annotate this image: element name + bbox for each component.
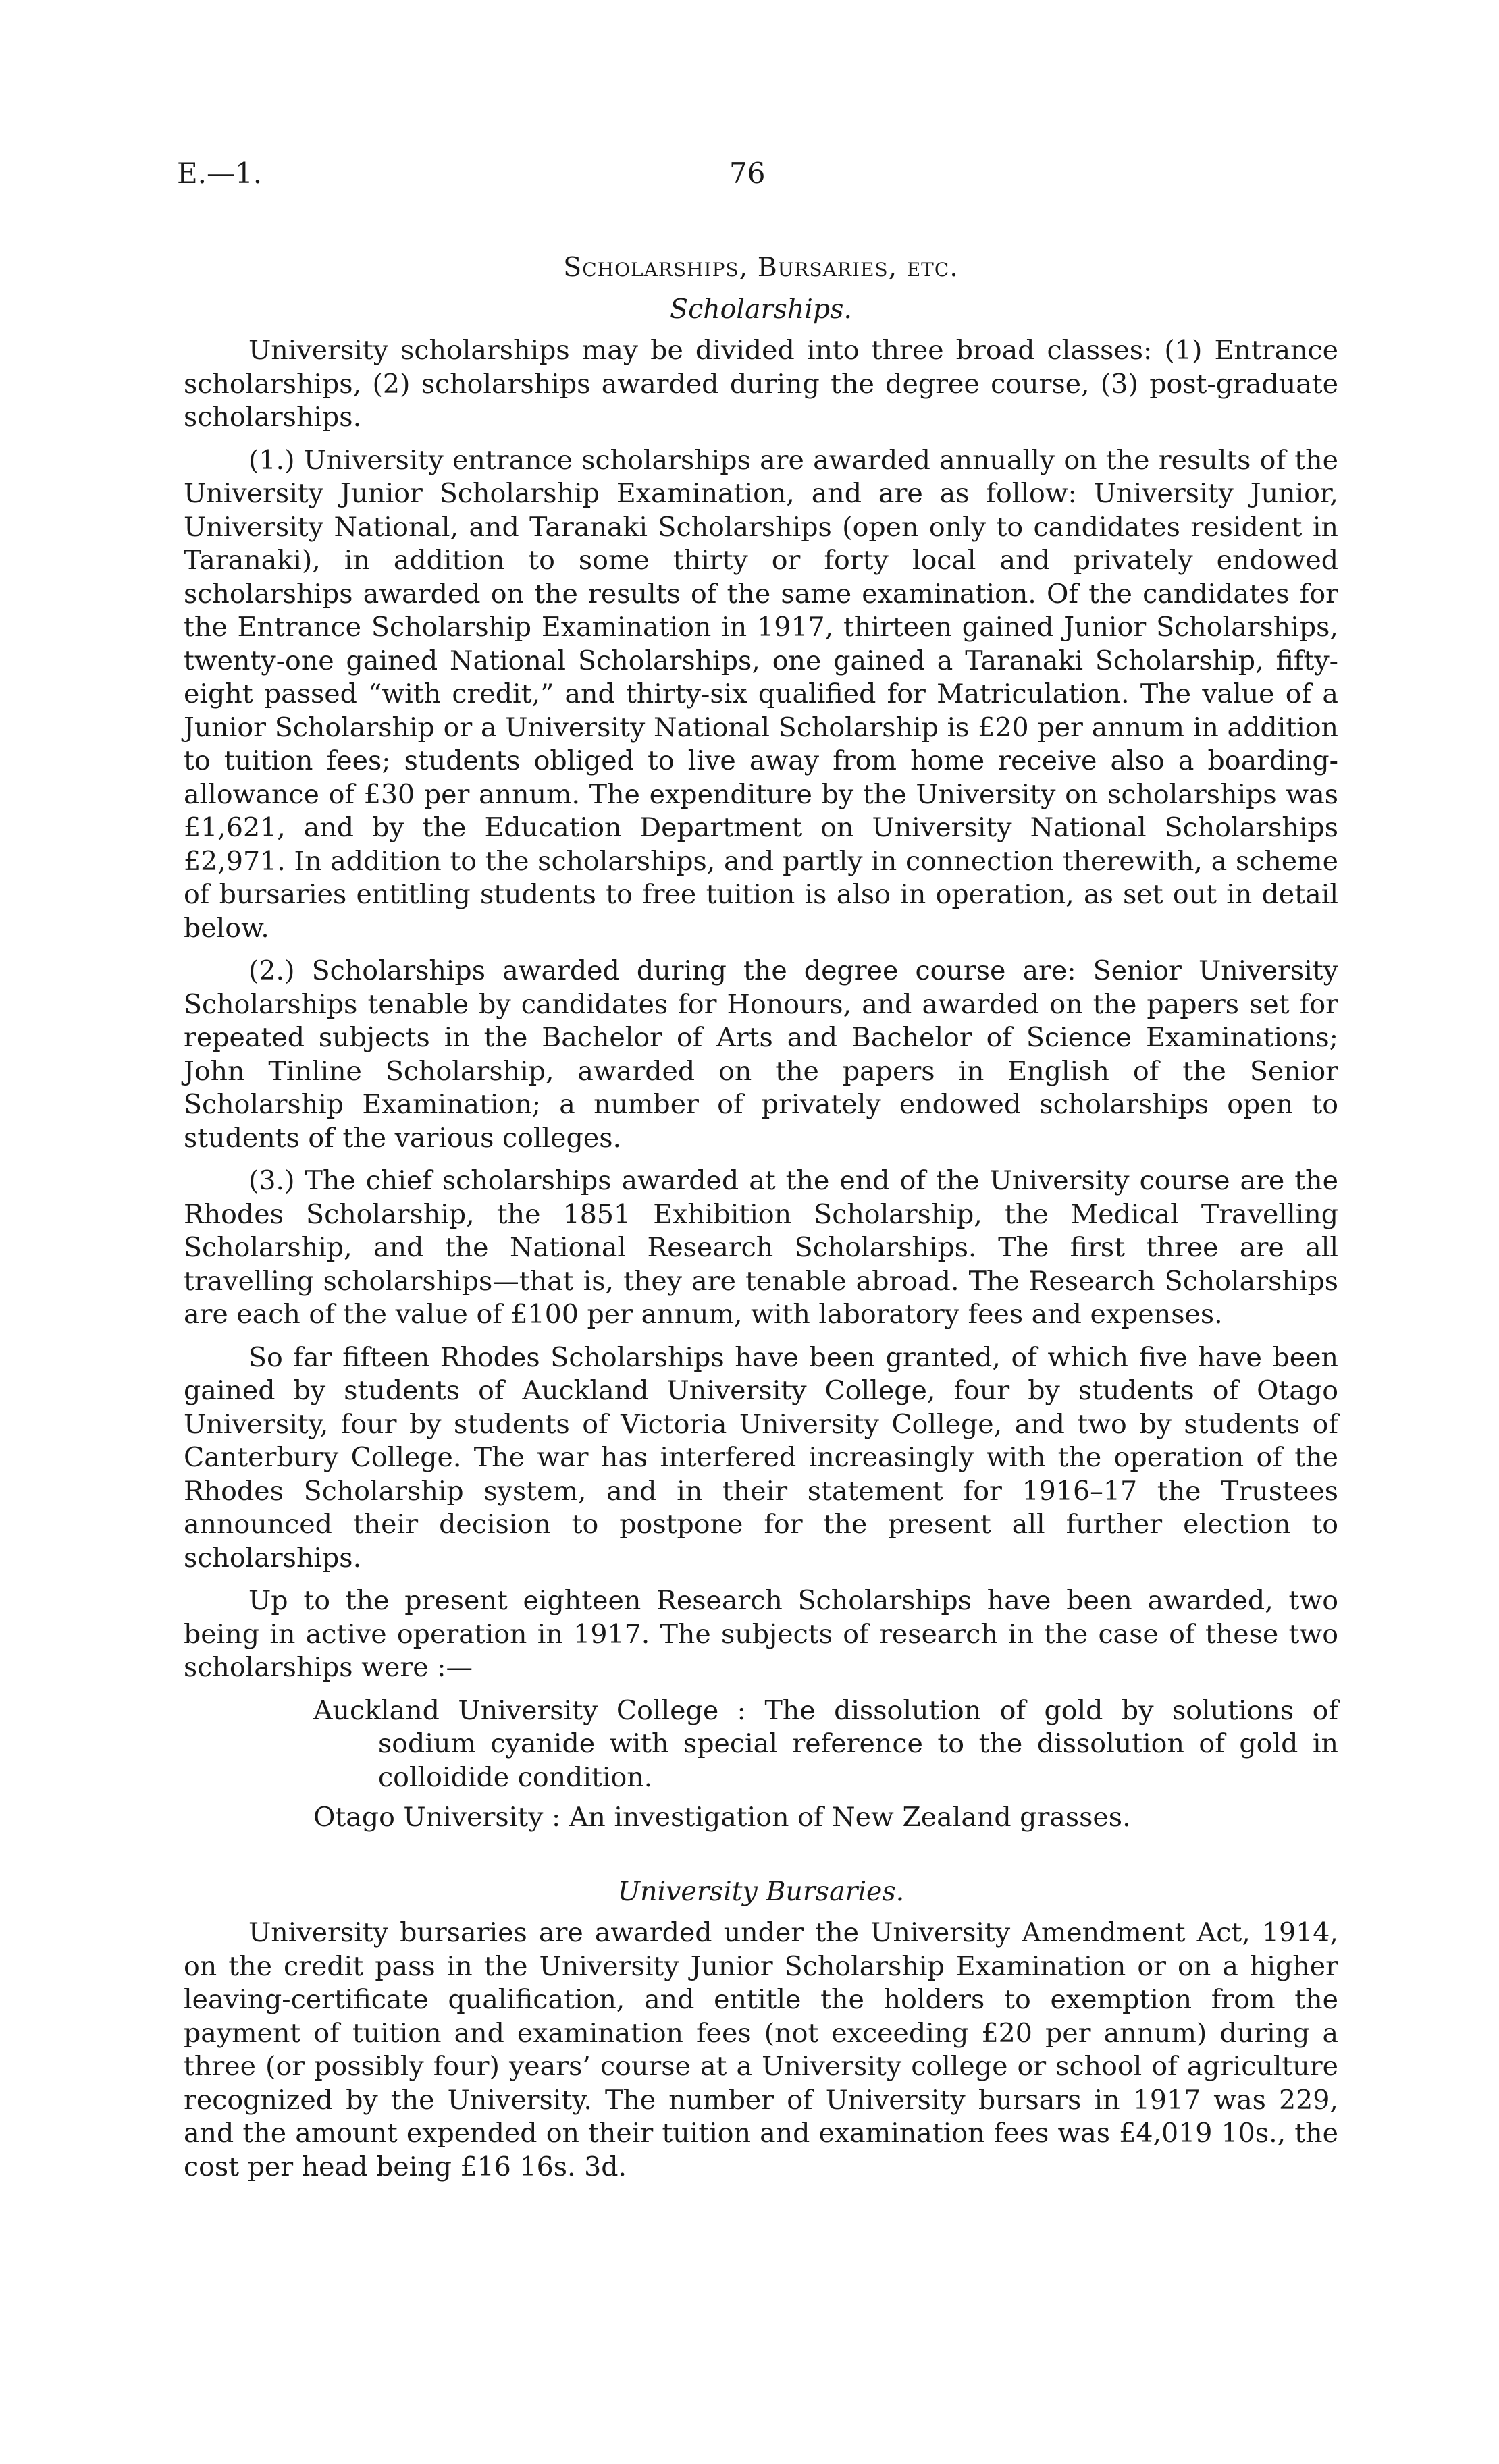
research-scholarships-paragraph: Up to the present eighteen Research Scholarships have been awarded, two being in active operation in 1917. The subjects of research in the case of these two scholarships were :—	[184, 1585, 1338, 1683]
page-content	[184, 251, 1338, 2193]
research-subject: The dissolution of gold by solutions of sodium cyanide with special reference to the dissolution of gold in colloidide condition.	[378, 1694, 1338, 1793]
page-header	[0, 157, 1499, 197]
research-subjects-list	[184, 1694, 1338, 1835]
main-heading: Scholarships, Bursaries, etc.	[563, 252, 959, 283]
research-subject: An investigation of New Zealand grasses.	[569, 1802, 1131, 1833]
scholarships-heading: Scholarships.	[670, 293, 852, 325]
list-item	[313, 1694, 1338, 1795]
research-institution: Otago University :	[313, 1802, 561, 1833]
section-code: E.—1.	[177, 157, 263, 190]
page-number: 76	[729, 157, 766, 190]
rhodes-scholarships-paragraph: So far fifteen Rhodes Scholarships have been granted, of which five have been gained by students of Auckland University College, four by students of Otago University, four by students of Victoria University College, and two by students of Canterbury College. The war has interfered increasingly with the operation of the Rhodes Scholarship system, and in their statement for 1916–17 the Trustees announced their decision to postpone for the present all further election to scholarships.	[184, 1341, 1338, 1574]
bursaries-heading: University Bursaries.	[617, 1875, 905, 1907]
entrance-scholarships-paragraph: (1.) University entrance scholarships are awarded annually on the results of the University Junior Scholarship Examination, and are as follow: University Junior, University National, and Taranaki Scholarships (open only to candidates resident in Taranaki), in addition to some thirty or forty local and privately endowed scholarships awarded on the results of the same examination. Of the candidates for the Entrance Scholarship Examination in 1917, thirteen gained Junior Scholarships, twenty-one gained National Scholarships, one gained a Taranaki Scholarship, fifty-eight passed “with credit,” and thirty-six qualified for Matriculation. The value of a Junior Scholarship or a University National Scholarship is £20 per annum in addition to tuition fees; students obliged to live away from home receive also a boarding-allowance of £30 per annum. The expenditure by the University on scholarships was £1,621, and by the Education Department on University National Scholarships £2,971. In addition to the scholarships, and partly in connection therewith, a scheme of bursaries entitling students to free tuition is also in operation, as set out in detail below.	[184, 444, 1338, 944]
bursaries-paragraph: University bursaries are awarded under the University Amendment Act, 1914, on the credit pass in the University Junior Scholarship Examination or on a higher leaving-certificate qualification, and entitle the holders to exemption from the payment of tuition and examination fees (not exceeding £20 per annum) during a three (or possibly four) years’ course at a University college or school of agriculture recognized by the University. The number of University bursars in 1917 was 229, and the amount expended on their tuition and examination fees was £4,019 10s., the cost per head being £16 16s. 3d.	[184, 1917, 1338, 2182]
list-item	[313, 1801, 1338, 1835]
intro-paragraph: University scholarships may be divided into three broad classes: (1) Entrance scholarships, (2) scholarships awarded during the degree course, (3) post-graduate scholarships.	[184, 335, 1338, 433]
postgraduate-scholarships-paragraph: (3.) The chief scholarships awarded at the end of the University course are the Rhodes Scholarship, the 1851 Exhibition Scholarship, the Medical Travelling Scholarship, and the National Research Scholarships. The first three are all travelling scholarships—that is, they are tenable abroad. The Research Scholarships are each of the value of £100 per annum, with laboratory fees and expenses.	[184, 1165, 1338, 1330]
research-institution: Auckland University College :	[313, 1694, 746, 1726]
degree-course-scholarships-paragraph: (2.) Scholarships awarded during the degree course are: Senior University Scholarships tenable by candidates for Honours, and awarded on the papers set for repeated subjects in the Bachelor of Arts and Bachelor of Science Examinations; John Tinline Scholarship, awarded on the papers in English of the Senior Scholarship Examination; a number of privately endowed scholarships open to students of the various colleges.	[184, 955, 1338, 1154]
